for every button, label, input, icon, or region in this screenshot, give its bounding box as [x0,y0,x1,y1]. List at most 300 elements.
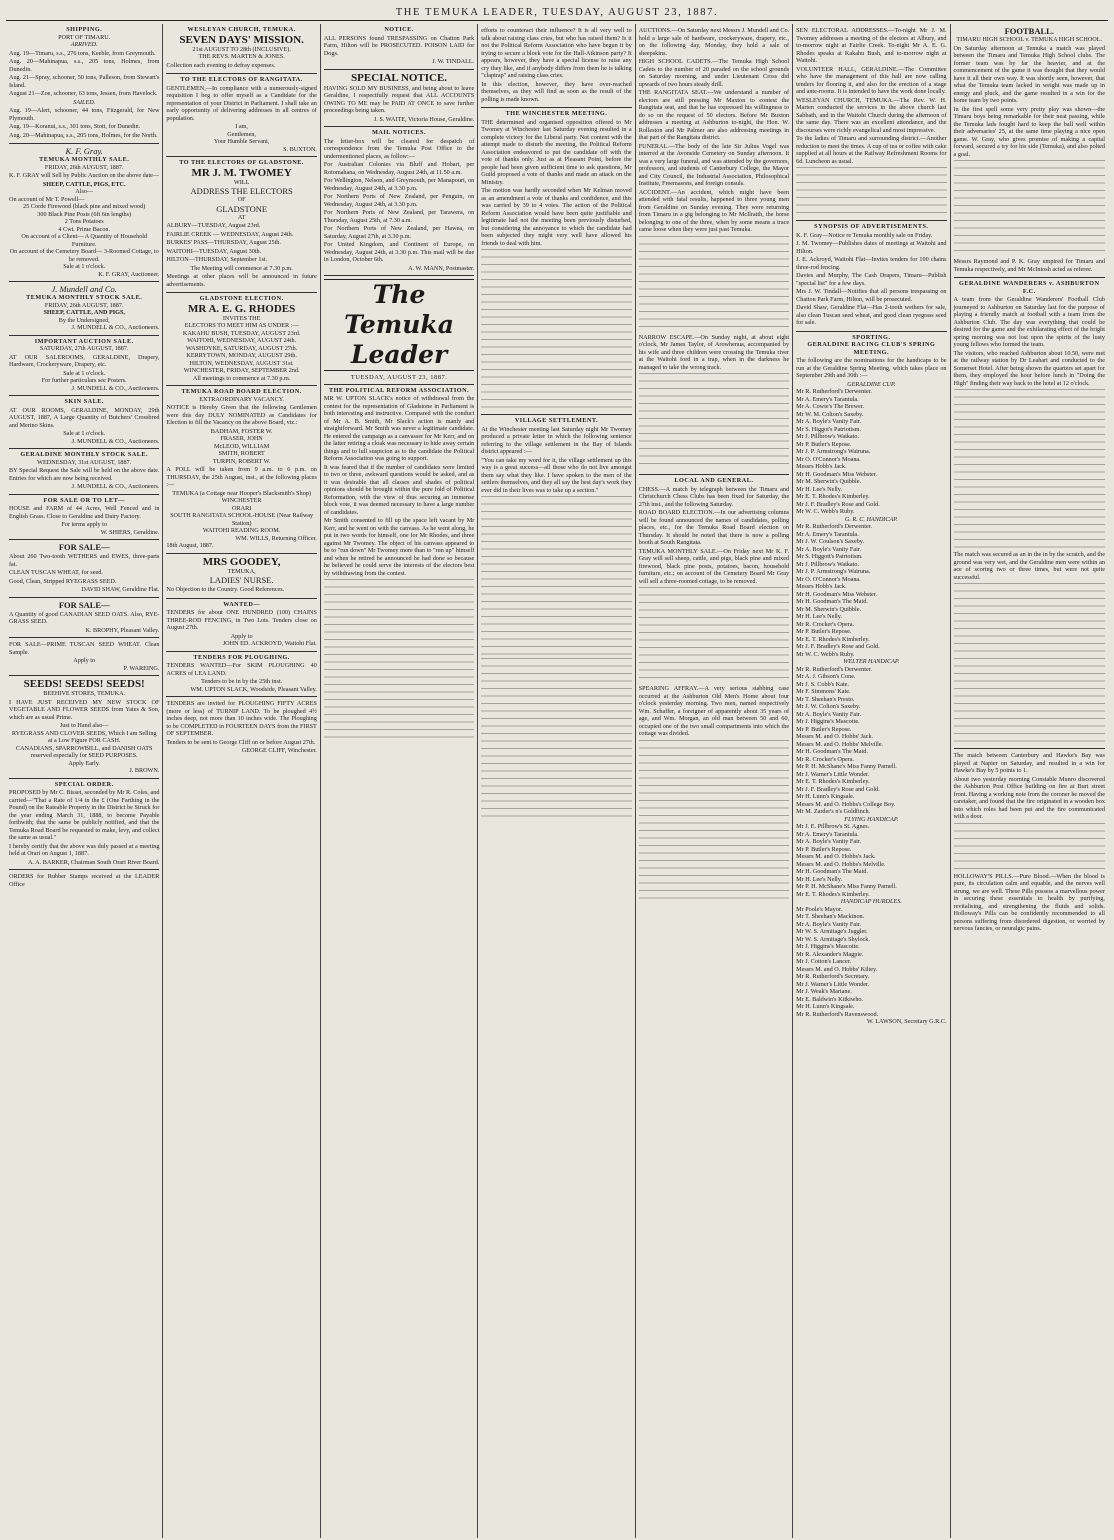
illegible-text-block [324,579,474,739]
wesleyan-dates: 21st AUGUST TO 28th (INCLUSIVE). [192,45,291,53]
race-entry: Mr H. Lunn's Kingsale. [796,1003,855,1010]
for-sale-line: CLEAN TUSCAN WHEAT, for seed. [9,569,103,576]
road-board-place: WINCHESTER [221,497,262,504]
news-items-2 [796,24,946,221]
rhodes-meeting: KAKAHU BUSH, TUESDAY, AUGUST 23rd. [182,329,301,337]
mundell-sale-stock: SHEEP, CATTLE, AND PIGS, [43,309,125,316]
ploughing-turnip-body: TENDERS are invited for PLOUGHING FIFTY ACRES (more or less) of TURNIP LAND. To be ploughed 4½ inches deep, not more than 10 inches wide. The Ploughing to be COMPLETED in FOURTEEN DAYS from the FIRST OF SEPTEMBER. [166,700,317,737]
rhodes-meeting: HILTON, WEDNESDAY, AUGUST 31st. [189,359,294,367]
synopsis-item: J. E. Ackroyd, Waitohi Flat—Invites tenders for 100 chains three-rod fencing. [796,256,947,271]
race-entry: Mr H. Lee's Nelly. [796,875,843,883]
racing-club-intro: The following are the nominations for the handicaps to be run at the Geraldine Spring Meeting, which takes place on September 29th and 30th :— [796,357,947,379]
article-paragraph: efforts to counteract their influence? It is all very well to talk about raising class cries, but who has raised them? Is it not the Political Reform Association who have begun it by trying to secure a block vote for the Hall-Atkinson party? It appears, however, they have a special license to raise any cry they like, and if anybody differs from them he is talking "claptrap" and raising class cries. [481,27,632,79]
race-entry: Mr S. Higgot's Patriotism. [796,425,861,433]
sailed-heading: SAILED. [73,98,96,106]
goodey-body: No Objection to the Country. Good References. [166,586,285,593]
twomey-meeting: FAIRLIE CREEK — WEDNESDAY, August 24th. [166,230,294,238]
news-item: AUCTIONS.—On Saturday next Messrs J. Mundell and Co. hold a large sale of hardware, crockeryware, drapery, etc., on the following day, Monday, they hold a sale of sheepskins. [638,27,790,57]
rhodes-meeting: WINCHESTER, FRIDAY, SEPTEMBER 2nd. [183,367,300,374]
twomey-meeting: BURKES' PASS—THURSDAY, August 25th. [166,239,281,246]
road-board-poll: A POLL will be taken from 9 a.m. to 6 p.m. on THURSDAY, the 25th August, inst., at the following places :— [166,466,317,488]
race-entry: Mr H. Goodman's Miss Webster. [796,470,878,478]
road-board-candidate: TURPIN, ROBERT W. [212,457,271,465]
road-board-ad [166,386,316,554]
article-paragraph: In this election, however, they have over-reached themselves, as they will find as soon as the result of the polling is made known. [481,80,632,103]
road-board-signature: WM. WILLS, Returning Officer. [235,534,317,542]
football-subtitle: TIMARU HIGH SCHOOL v. TEMUKA HIGH SCHOOL. [956,36,1103,43]
special-notice [324,70,474,128]
shipping-title: SHIPPING. [66,26,103,33]
news-item: NARROW ESCAPE.—On Sunday night, at about eight o'clock, Mr James Taylor, of Arowhenua, accompanied by his wife and three children were crossing the Temuka river at the Waitohi ford in a trap, when in the darkness he managed to take the wrong track. [638,333,790,371]
article-paragraph: The match was secured as an in the in by the scratch, and the ground was very wet, and the Geraldine men were within an ace of scoring two or three times, but were not quite successful. [953,551,1105,581]
shipping-section [9,24,159,144]
important-auction-signature: J. MUNDELL & CO., Auctioneers. [71,384,160,392]
race-entry: Mr F. Simmons' Kate. [796,688,851,695]
important-auction-title: IMPORTANT AUCTION SALE. [34,337,134,345]
article-paragraph: The visitors, who reached Ashburton about 10.50, were met at the railway station by Dr Leahart and conducted to the Somerset Hotel. After being shown the quarters set apart for them, they employed the hour before lunch in "Doing the High" finding their way back to the hotel at 12 o'clock. [953,349,1105,387]
news-item: TEMUKA MONTHLY SALE.—On Friday next Mr K. F. Gray will sell sheep, cattle, and pigs, black pine and mixed firewood, black pine posts, potatoes, bacon, household furniture, etc.; on account of the Cemetery Board Mr Gray will sell a three-roomed cottage, to be removed. [638,547,790,585]
race-heading: FLYING HANDICAP. [844,815,899,823]
illegible-text-block [954,583,1105,743]
article-paragraph: Messrs Raymond and P. K. Gray umpired for Timaru and Temuka respectively, and Mr McIntosh acted as referee. [953,258,1105,273]
special-order-ad [9,779,159,871]
illegible-text-block [481,658,631,818]
column-6 [793,24,950,1538]
mail-notice: For Northern Ports of New Zealand, per Penguin, on Wednesday, August 24th, at 3.30 p.m. [323,193,475,208]
sale-or-let-ad [9,495,159,541]
football-section [954,24,1105,278]
mail-notices [324,127,474,276]
news-item: SEN ELECTORAL ADDRESSES.—To-night Mr J. M. Twomey addresses a meeting of the electors at Albury, and to-morrow night at Fairlie Creek. To-night Mr A. E. G. Rhodes speaks at Kakahu Bush, and to-morrow night at Waitohi. [796,27,947,64]
synopsis-section [796,221,946,332]
news-item: VOLUNTEER HALL, GERALDINE.—The Committee who have the management of this hall are now calling tenders for flooring it, and also for the erection of a stage and ante-rooms. It is intended to have the work done locally. [796,65,947,95]
news-item: CHESS.—A match by telegraph between the Timaru and Christchurch Chess Clubs has been fixed for Saturday, the 27th inst., and the following Saturday. [638,485,790,508]
skin-sale-signature: J. MUNDELL & CO., Auctioneers. [71,437,160,445]
news-item: HOLLOWAY'S PILLS.—Pure Blood.—When the blood is pure, its circulation calm and equable, and the nerves well strung, we are well. These Pills possess a marvellous power in securing these essentials to health by purifying, revitalising, and strengthening the fluids and solids. Holloway's Pills can be confidently recommended to all persons suffering from disordered digestion, or worried by nervous fancies, or neuralgic pains. [953,872,1105,932]
race-entry: Mr P. Butler's Repose. [796,845,852,853]
race-entry: Mr J. P. Armstrong's Wairuna. [796,448,871,455]
local-general-title: LOCAL AND GENERAL. [674,477,754,484]
mundell-sale-by: By the Undersigned, [58,316,110,324]
geraldine-wanderers-article [954,278,1105,749]
kf-gray-sale-time: Sale at 1 o'clock. [63,263,106,270]
race-entry: Mr H. Lunn's Kingsale. [796,793,855,800]
race-entry: Mr A. J. Gibson's Cone. [796,673,856,680]
rangitata-signature: S. BUXTON. [283,145,317,153]
rhodes-invites: INVITES THE [222,314,261,322]
kf-gray-line: 2 Tons Potatoes [64,218,104,225]
twomey-ad [166,157,316,293]
news-item: The match between Canterbury and Hawke's Bay was played at Napier on Saturday, and resulted in a win for Hawke's Bay by 5 points to 1. [953,752,1105,774]
race-entry: Mr J. Cotton's Lancer. [796,958,852,965]
skin-sale-body: AT OUR ROOMS, GERALDINE, MONDAY, 29th AUGUST, 1887, A Large Quantity of Butchers' Crossbred and Merino Skins. [9,406,160,429]
race-entry: Mr A. Emery's Tarantula. [796,530,859,538]
mundell-monthly-sale-ad [9,282,159,336]
race-entry: Mr W. C. Webb's Ruby. [796,650,855,658]
important-auction-ad [9,336,159,397]
kf-gray-line: On account of a Client— A Quantity of Household Furniture. [21,233,148,248]
race-entry: Mr T. Sheehan's Presto. [796,695,855,703]
kf-gray-title: TEMUKA MONTHLY SALE. [39,156,130,163]
wesleyan-title: WESLEYAN CHURCH, TEMUKA. [187,26,296,33]
race-entry: Mr J. E. Pillbrow's St. Agnes. [796,823,870,830]
race-entry: Mr M. Zarder's n's Goldfinch. [796,808,871,815]
race-entry: Mr O. O'Connor's Moana. [796,575,861,583]
seeds-subtitle: BEEHIVE STORES, TEMUKA. [43,690,126,697]
special-order-body: PROPOSED by Mr C. Bisset, seconded by Mr R. Coles, and carried—"That a Rate of 1/4 in the £ (One Farthing in the Pound) on the Rateable Property in the District be Struck for the year ending March 31, 1888, to become Payable forthwith; that the same be publicly notified, and that the Temuka Road Board be requested to make, levy, and collect the same as usual." [9,789,160,841]
masthead: The Temuka Leader [324,279,474,371]
race-entry: Mr T. Sheehan's Mackinon. [796,913,865,920]
ploughing-ad [166,652,316,698]
road-board-subtitle: EXTRAORDINARY VACANCY. [199,395,284,403]
page-header-title: THE TEMUKA LEADER, TUESDAY, AUGUST 23, 1887. [395,6,719,18]
twomey-meeting: ALBURY—TUESDAY, August 23rd. [166,222,261,229]
race-entry: Mr J. P. Armstrong's Wairuna. [796,568,871,575]
wesleyan-subtitle: SEVEN DAYS' MISSION. [179,33,304,46]
race-entry: Messrs M. and O. Hobbs' Melville. [796,740,884,748]
sailing-entry: Aug. 19—Koranui, s.s., 301 tons, Stott, for Dunedin. [9,123,141,130]
kf-gray-also: Also— [75,188,94,195]
column-1 [6,24,163,1538]
special-order-certify: I hereby certify that the above was duly passed at a meeting held at Orari on August 1, 1887. [9,842,160,857]
article-paragraph: "You can take my word for it, the village settlement up this way is a great success—all those who do not live amongst them say what they like. I have spoken to the men of the settlers themselves, and they all say the best day's work they ever did in their lives was to take up a section." [481,456,632,494]
kf-gray-line: 25 Corde Firewood (black pine and mixed wood) [23,203,146,210]
news-item: WESLEYAN CHURCH, TEMUKA.—The Rev. W. H. Marten conducted the services in the above church last Sabbath, and in the Waitohi Church during the afternoon of the same day. There was an excellent attendance, and the discourses were richly evangelical and most impressive. [796,96,947,134]
important-auction-body: AT OUR SALEROOMS, GERALDINE, Drapery, Hardware, Crockeryware, Drapery, etc. [9,353,160,368]
ploughing-signature: WM. UPTON SLACK, Woodside, Pleasant Valley. [190,685,317,693]
news-item: THE RANGITATA SEAT.—We understand a number of electors are still pressing Mr Maxton to contest the Rangitata seat, and that he has expressed his willingness to do so on the request of 50 electors. Before Mr Buxton addresses a meeting at Ashburton to-night, the Hon. W. Rolleston and Mr Palmer are also addressing meetings in that part of the Rangitata district. [638,89,790,141]
illegible-text-block [639,587,789,683]
wanted-title: WANTED— [223,600,261,608]
mail-notice: For Northern Ports of New Zealand, per Hawea, on Saturday, August 27th, at 3.30 p.m. [323,225,475,240]
trespass-signature: J. W. TINDALL. [432,58,475,65]
rhodes-name: MR A. E. G. RHODES [188,302,296,315]
geraldine-wanderers-title: GERALDINE WANDERERS v. ASHBURTON F.C. [959,280,1100,295]
illegible-text-block [639,373,789,469]
rhodes-meeting: KERRYTOWN, MONDAY, AUGUST 29th. [186,352,297,359]
race-entry: Mr E. T. Rhodes's Kimberley. [796,635,870,643]
arrival-entry: Aug. 19—Timaru, s.s., 276 tons, Keeble, from Greymouth. [9,49,156,57]
twomey-address: ADDRESS THE ELECTORS [190,186,293,196]
racing-club-signature: W. LAWSON, Secretary G.R.C. [866,1018,947,1025]
race-entry: Mr P. Butler's Repose. [796,725,852,733]
race-entry: Mr A. Boyle's Vanity Fair. [796,418,862,425]
goodey-town: TEMUKA, [227,567,256,575]
goodey-ad [166,554,316,599]
geraldine-stock-sale-ad [9,449,159,495]
illegible-text-block [639,740,789,900]
twomey-meeting: WAITOHI—TUESDAY, August 30th. [166,247,262,255]
road-board-candidate: SMITH, ROBERT [218,450,265,457]
race-entry: Mr A. Boyle's Vanity Fair. [796,838,862,845]
village-settlement-title: VILLAGE SETTLEMENT. [514,417,599,424]
seed-wheat-apply: Apply to [73,657,96,664]
sporting-title: SPORTING. [852,333,891,341]
rhodes-meeting: WASHDYKE, SATURDAY, AUGUST 27th. [185,344,298,352]
twomey-other: Meetings at other places will be announced in future advertisements. [166,273,317,288]
race-entry: Mr E. T. Rhodes's Kimberley. [796,890,870,898]
for-sale-line: About 260 Two-tooth WETHERS and EWES, three-parts fat. [9,553,160,568]
race-entry: Mr S. Higgott's Patriotism. [796,553,863,560]
mail-notice: For Australian Colonies via Bluff and Hobart, per Rotomahana, on Wednesday, August 24th, at 11.50 a.m. [323,161,475,176]
late-news [954,749,1105,937]
mail-notices-intro: The letter-box will be cleared for despatch of correspondence from the Temuka Post Office to the undermentioned places, as follow:— [323,137,475,160]
article-paragraph: MR W. UPTON SLACK's notice of withdrawal from the contest for the representation of Gladstone in Parliament is both interesting and instructive. Compared with the conduct of Mr A. B. Smith, Mr Slack's action is manly and straightforward. Mr Smith was never a legitimate candidate. He entered the campaign as a canvasser for Mr Kerr, and on the latter retiring a cloak was necessary to hide away certain things and to lull suspicion as to the candidate the Political Reform Association was going to support. [323,395,475,462]
race-entry: Messrs M. and O. Hobbs' Jack. [796,733,874,740]
gladstone-election-title: GLADSTONE ELECTION. [199,295,284,302]
racing-club-title: GERALDINE RACING CLUB'S SPRING MEETING. [807,341,936,356]
for-sale-title: FOR SALE— [58,542,110,552]
ploughing-turnip-signature: GEORGE CLIFF, Winchester. [241,747,317,754]
mundell-signature: J. MUNDELL & CO., Auctioneers. [71,324,160,331]
wesleyan-revs: THE REVS. MARTEN & JONES. [198,53,285,60]
geraldine-sale-title: GERALDINE MONTHLY STOCK SALE. [20,451,149,458]
synopsis-item: J. M. Twomey—Publishes dates of meetings at Waitohi and Hilton. [796,240,947,255]
road-board-place: ORARI [232,504,252,512]
race-entry: Mr A. Boyle's Vanity Fair. [796,545,862,553]
important-auction-date: SATURDAY, 27th AUGUST, 1887. [39,345,129,352]
mundell-sale-title: TEMUKA MONTHLY STOCK SALE. [26,294,143,301]
race-entry: Mr J. Pillbrow's Waikato. [796,560,860,568]
illegible-text-block [954,389,1105,549]
illegible-text-block [639,236,789,332]
twomey-gladstone: GLADSTONE [216,203,268,214]
news-item: ACCIDENT.—An accident, which might have been attended with fatal results, happened to three young men from Geraldine on Sunday evening. They were returning from Timaru in a gig belonging to Mr McIlraith, the horse belonging to one of the three, when by some means a trace came loose when they were just past Temuka. [638,188,790,233]
news-item: SPEARING AFFRAY.—A very serious stabbing case occurred at the Ashburton Old Men's Home about four o'clock yesterday morning. Two men, named respectively Wm. Schaffer, a foreigner of apparently about 35 years of age, and Wm. Morgan, an old man between 50 and 60, occupied one of the two small compartments into which the cottage was divided. [638,685,790,737]
road-board-place: TEMUKA (a Cottage near Hooper's Blacksmith's Shop) [172,489,311,497]
race-heading: G. R. C. HANDICAP. [844,515,898,523]
rhodes-ad [166,293,316,386]
rubber-stamps-ad [9,870,159,892]
skin-sale-title: SKIN SALE. [64,398,104,405]
political-reform-article [324,385,474,745]
local-general-section [639,475,789,905]
rangitata-am: I am, [235,123,248,130]
for-sale-title: FOR SALE— [58,599,110,610]
race-heading: GERALDINE CUP. [847,380,896,388]
arrival-entry: Aug. 21—Spray, schooner, 50 tons, Palleson, from Stewart's Island. [9,74,160,89]
race-entry: Mr A. Emery's Tarantula. [796,830,859,838]
race-entry: Mr R. Rutherford's Derwenter. [796,665,872,673]
page-header [6,4,1108,21]
sale-or-let-apply: For terms apply to [61,521,107,528]
seeds-title: SEEDS! SEEDS! SEEDS! [23,678,145,690]
synopsis-item: K. F. Gray—Notice re Temuka monthly sale on Friday. [796,231,933,239]
ploughing-title: TENDERS FOR PLOUGHING. [193,653,290,661]
football-title: FOOTBALL. [1004,26,1054,36]
race-entry: Mr H. Goodman's The Maid. [796,598,868,605]
race-entry: Mr R. Crocker's Opera. [796,620,855,628]
seeds-canadians: CANADIANS, SPARROWBILL, and DANISH OATS reserved especially for SEED PURPOSES. [15,744,153,759]
article-paragraph: Mr Smith consented to fill up the space left vacant by Mr Kerr, and he went on with the canvass. As he went along, he put in two words for himself, one for Mr Rhodes, and three against Mr Twomey. The object of his canvass appeared to be to "run down" Mr Twomey more than to "run up" himself and when he retired he announced he had done so because he believed he could serve the interests of the electors best by withdrawing from the contest. [323,517,475,577]
kf-gray-intro: K. F. GRAY will Sell by Public Auction on the above date— [9,172,160,179]
road-board-title: TEMUKA ROAD BOARD ELECTION. [181,388,302,395]
race-entry: Mr W. S. Armitage's Juggler. [796,928,868,935]
for-sale-body: A Quantity of good CANADIAN SEED OATS. Also, RYE-GRASS SEED. [9,610,160,625]
seeds-ryegrass: RYEGRASS AND CLOVER SEEDS, Which I am Selling at a Low Figure FOR CASH. [11,729,157,744]
race-entry: Mr H. Goodman's Miss Webster. [796,590,878,598]
illegible-text-block [954,823,1105,871]
important-auction-posters: For further particulars see Posters. [41,377,127,384]
twomey-meeting: HILTON—THURSDAY, September 1st. [166,256,268,263]
kf-gray-name: K. F. Gray. [65,146,103,156]
mail-notice: For United Kingdom, and Continent of Europe, on Wednesday, August 24th, at 3.30 p.m. This mail will be due in London, October 6th. [323,241,475,263]
race-entry: Mr R. Rutherford's Secretary. [796,973,870,980]
twomey-name: MR J. M. TWOMEY [191,166,292,179]
column-4 [478,24,635,1538]
arrived-heading: ARRIVED. [70,41,98,48]
race-entry: Mr P. H. McShane's Miss Fanny Parnell. [796,763,897,770]
special-notice-title: SPECIAL NOTICE. [351,71,448,84]
race-entry: Mr J. S. Cobb's Kate. [796,680,849,688]
synopsis-title: SYNOPSIS OF ADVERTISEMENTS. [814,223,929,230]
skin-sale-time: Sale at 1 o'clock. [63,430,106,437]
wanted-apply: Apply to [230,632,253,640]
race-entry: Mr J. Higgins's Mascotte. [796,718,860,725]
twomey-at: AT [237,213,246,221]
for-sale-brophy-ad [9,598,159,639]
road-board-place: SOUTH RANGITATA SCHOOL-HOUSE (Near Railway Station) [170,512,314,527]
road-board-candidate: FRASER, JOHN [220,435,263,442]
rhodes-time: All meetings to commence at 7.30 p.m. [192,374,291,382]
race-entry: Mr A. Cowie's The Brewer. [796,403,865,410]
rubber-stamps-text: ORDERS for Rubber Stamps received at the LEADER Office [9,873,160,888]
rhodes-meeting: WAITOHI, WEDNESDAY, AUGUST 24th. [187,337,297,344]
seeds-body: I HAVE JUST RECEIVED MY NEW STOCK OF VEGETABLE AND FLOWER SEEDS from Yates & Son, which are as usual Prime. [9,698,160,721]
race-entry: Mr P. Butler's Repose. [796,628,852,635]
race-entry: Messrs Hobb's Jack. [796,463,847,470]
race-entry: Mr J. Higgins's Mascotte. [796,943,860,950]
synopsis-item: Mrs J. W. Tindall—Notifies that all persons trespassing on Chatton Park Farm, Hilton, will be prosecuted. [796,288,947,303]
race-entry: Mr W. M. Colton's Saxeby. [796,410,864,418]
port-heading: PORT OF TIMARU. [58,33,111,41]
race-entry: Mr R. Rutherford's Ravenswood. [796,1010,879,1018]
seed-wheat-title: FOR SALE—PRIME TUSCAN SEED WHEAT. Clean Sample. [9,641,160,656]
special-order-title: SPECIAL ORDER. [54,780,114,788]
mail-notices-signature: A. W. MANN, Postmaster. [408,264,475,272]
wanted-fencing-ad [166,599,316,652]
race-entry: Mr Poole's Mayor. [796,905,843,913]
race-entry: Mr J. Warner's Little Wonder. [796,770,870,778]
race-entry: Mr M. Sherwin's Quibble. [796,478,861,485]
road-board-date: 18th August, 1887. [166,542,214,549]
ploughing-deadline: Tenders to be in by the 25th inst. [201,678,283,685]
for-sale-line: Good, Clean, Stripped RYEGRASS SEED. [9,577,117,585]
race-entry: Messrs M. and O. Hobbs's College Boy. [796,800,896,808]
race-entry: Mr E. T. Rhodes's Kimberley. [796,778,870,785]
ploughing-turnip-sent: Tenders to be sent to George Cliff on or before August 27th. [166,738,316,746]
geraldine-sale-signature: J. MUNDELL & CO., Auctioneers. [71,483,160,490]
sailing-entry: Aug. 19—Alert, schooner, 44 tons, Fitzgerald, for New Plymouth. [9,107,160,122]
article-paragraph: The motion was hardly seconded when Mr Kelman moved as an amendment a vote of thanks and confidence, and this was carried by 39 to 4 votes. The action of the Political Reform Association would have been quite justifiable and legitimate had not the meeting been previously disturbed, but considering the annoyance to which the candidate had been subjected they might very well have allowed his friends to deal with him. [481,187,632,247]
race-entry: Mr M. Sherwin's Quibble. [796,605,861,613]
race-entry: Mr R. Rutherford's Derwenter. [796,388,872,395]
illegible-text-block [796,167,946,215]
geraldine-sale-body: BY Special Request the Sale will be held on the above date. Entries for which are now being received. [9,467,160,482]
race-entry: Mr H. Lee's Nelly. [796,613,843,620]
race-entry: Mr O. O'Connor's Moana. [796,455,861,463]
sale-or-let-signature: W. SHIERS, Geraldine. [100,528,160,536]
special-order-signature: A. A. BARKER, Chairman South Orari River Board. [27,858,160,866]
kf-gray-line: On account of the Cemetery Board— 3-Roomed Cottage, to be removed. [9,248,159,263]
article-paragraph: In the first spell some very pretty play was shown—the Timaru boys being remarkable for their neat passing, while the Temuka lads fought hard to keep the ball well within their adversaries' 25, at the same time playing a nice open game. W. Gray, who gives promise of making a capital forward, secured a try for his side (Temuka), and also polted a goal. [953,105,1105,158]
for-sale-signature: DAVID SHAW, Geraldine Flat. [81,586,160,593]
race-entry: Messrs Hobb's Jack. [796,583,847,590]
twomey-time: The Meeting will commence at 7.30 p.m. [190,264,293,272]
seeds-hand: Just to Hand also— [59,722,109,729]
race-entry: Mr W. S. Armitage's Shylock. [796,935,870,943]
column-2 [163,24,320,1538]
for-sale-signature: K. BROPHY, Pleasant Valley. [85,626,160,634]
news-item: To the ladies of Timaru and surrounding district.—Another reduction to meet the times. A cup of tea or coffee with cake supplied at all hours at the Railway Refreshment Rooms for 6d. Luncheon as usual. [796,135,947,165]
news-items [639,24,789,475]
race-entry: Mr J. F. Bradley's Rose and Gold. [796,643,880,650]
article-paragraph: On Saturday afternoon at Temuka a match was played between the Timaru and Temuka High School clubs. The former team was by far the heavier, and at the commencement of the game it was thought that they would have it all their own way. It was shortly seen, however, that what the Temuka team lacked in weight was made up in energy and pluck, and the game resulted in a win for the home team by two points. [953,44,1105,104]
mundell-name: J. Mundell and Co. [51,284,117,294]
for-sale-shaw-ad [9,540,159,598]
synopsis-item: Davies and Murphy, The Cash Drapers, Timaru—Publish "special list" for a few days. [796,272,947,287]
race-entry: Mr R. Crocker's Opera. [796,755,855,763]
illegible-text-block [954,160,1105,256]
column-5 [636,24,793,1538]
mail-notices-title: MAIL NOTICES. [372,129,427,136]
columns [6,24,1108,1538]
race-entry: Mr W. C. Webb's Ruby. [796,508,855,515]
mail-notice: For Wellington, Nelson, and Greymouth, per Manapouri, on Wednesday, August 24th, at 3.30 p.m. [323,177,475,192]
winchester-title: THE WINCHESTER MEETING. [505,110,608,117]
article-paragraph: THE determined and organised opposition offered to Mr Twomey at Winchester last Saturday evening resulted in a complete victory for the Liberal party. Not content with the attempt made to disturb the meeting, the Political Reform Association endeavored to put the candidate off with the vote of thanks only. Just as at Pleasant Point, before the people had been given sufficient time to ask questions, Mr Guild proposed a vote of thanks and made an attack on the Ministry. [481,118,632,186]
race-entry: Mr J. Weak's Mariane. [796,988,852,995]
news-item: HIGH SCHOOL CADETS.—The Temuka High School Cadets to the number of 20 paraded on the school grounds on Saturday morning, and under Lieutenant Cross did upwards of two hours steady drill. [638,58,790,88]
road-board-candidate: McLEOD, WILLIAM [214,442,270,450]
race-entry: Mr P. H. McShane's Miss Fanny Parnell. [796,883,897,890]
dateline: TUESDAY, AUGUST 23, 1887. [324,374,474,385]
special-notice-body: HAVING SOLD MY BUSINESS, and being about to leave Geraldine, I respectfully request that ALL ACCOUNTS OWING TO ME may be PAID AT ONCE to save further proceedings being taken. [323,84,475,114]
twomey-of: OF [237,196,246,203]
wanted-body: TENDERS for about ONE HUNDRED (100) CHAINS THREE-ROD FENCING, in Two Lots. Tenders close on August 27th. [166,609,317,631]
news-item: FUNERAL.—The body of the late Sir Julius Vogel was interred at the Avonside Cemetery on Sunday afternoon. It was a very large funeral, and was attended by the governors, professors, and students of Canterbury College, the Mayor and City Council, the Industrial Association, Philosophical Institute, Freemasons, and foreign consuls. [638,142,790,187]
village-settlement-article [481,415,631,823]
race-entry: Mr J. Warner's Little Wonder. [796,980,870,988]
winchester-meeting-article [481,108,631,415]
race-entry: Mr E. Baldwin's Kitkiwho. [796,995,864,1003]
trespass-notice [324,24,474,70]
rhodes-meet: ELECTORS TO MEET HIM AS UNDER :— [184,322,299,329]
gladstone-to: TO THE ELECTORS OF GLADSTONE. [179,159,304,166]
race-entry: Messrs M. and O. Hobbs's Jack. [796,853,876,860]
race-entry: Mr E. T. Rhodes's Kimberley. [796,493,870,500]
rangitata-to: TO THE ELECTORS OF RANGITATA. [180,76,303,83]
goodey-title: MRS GOODEY, [202,555,281,568]
mail-notice: For Northern Ports of New Zealand, per Tarawera, on Thursday, August 25th, at 7.30 a.m. [323,209,475,224]
race-entry: Mr A. Emery's Tarantula. [796,395,859,403]
wesleyan-mission-ad [166,24,316,74]
seeds-early: Apply Early. [68,759,100,767]
sporting-section [796,332,946,1029]
kf-gray-stock: SHEEP, CATTLE, PIGS, ETC. [42,180,126,188]
political-reform-title: THE POLITICAL REFORM ASSOCIATION. [328,386,470,394]
race-entry: Mr P. Butler's Repose. [796,440,852,448]
kf-gray-ad [9,144,159,282]
ploughing-body: TENDERS WANTED—For SKIM PLOUGHING 40 ACRES of LEA LAND. [166,662,317,677]
race-entry: Mr R. Rutherford's Derwenter. [796,523,872,530]
wanted-signature: JOHN ED. ACKROYD, Waitohi Flat. [222,640,317,647]
race-heading: WELTER HANDICAP. [843,658,900,665]
kf-gray-line: 4 Cwt. Prime Bacon. [58,225,111,233]
sale-or-let-title: FOR SALE OR TO LET— [43,496,125,504]
column-3 [321,24,478,1538]
seeds-ad [9,676,159,779]
